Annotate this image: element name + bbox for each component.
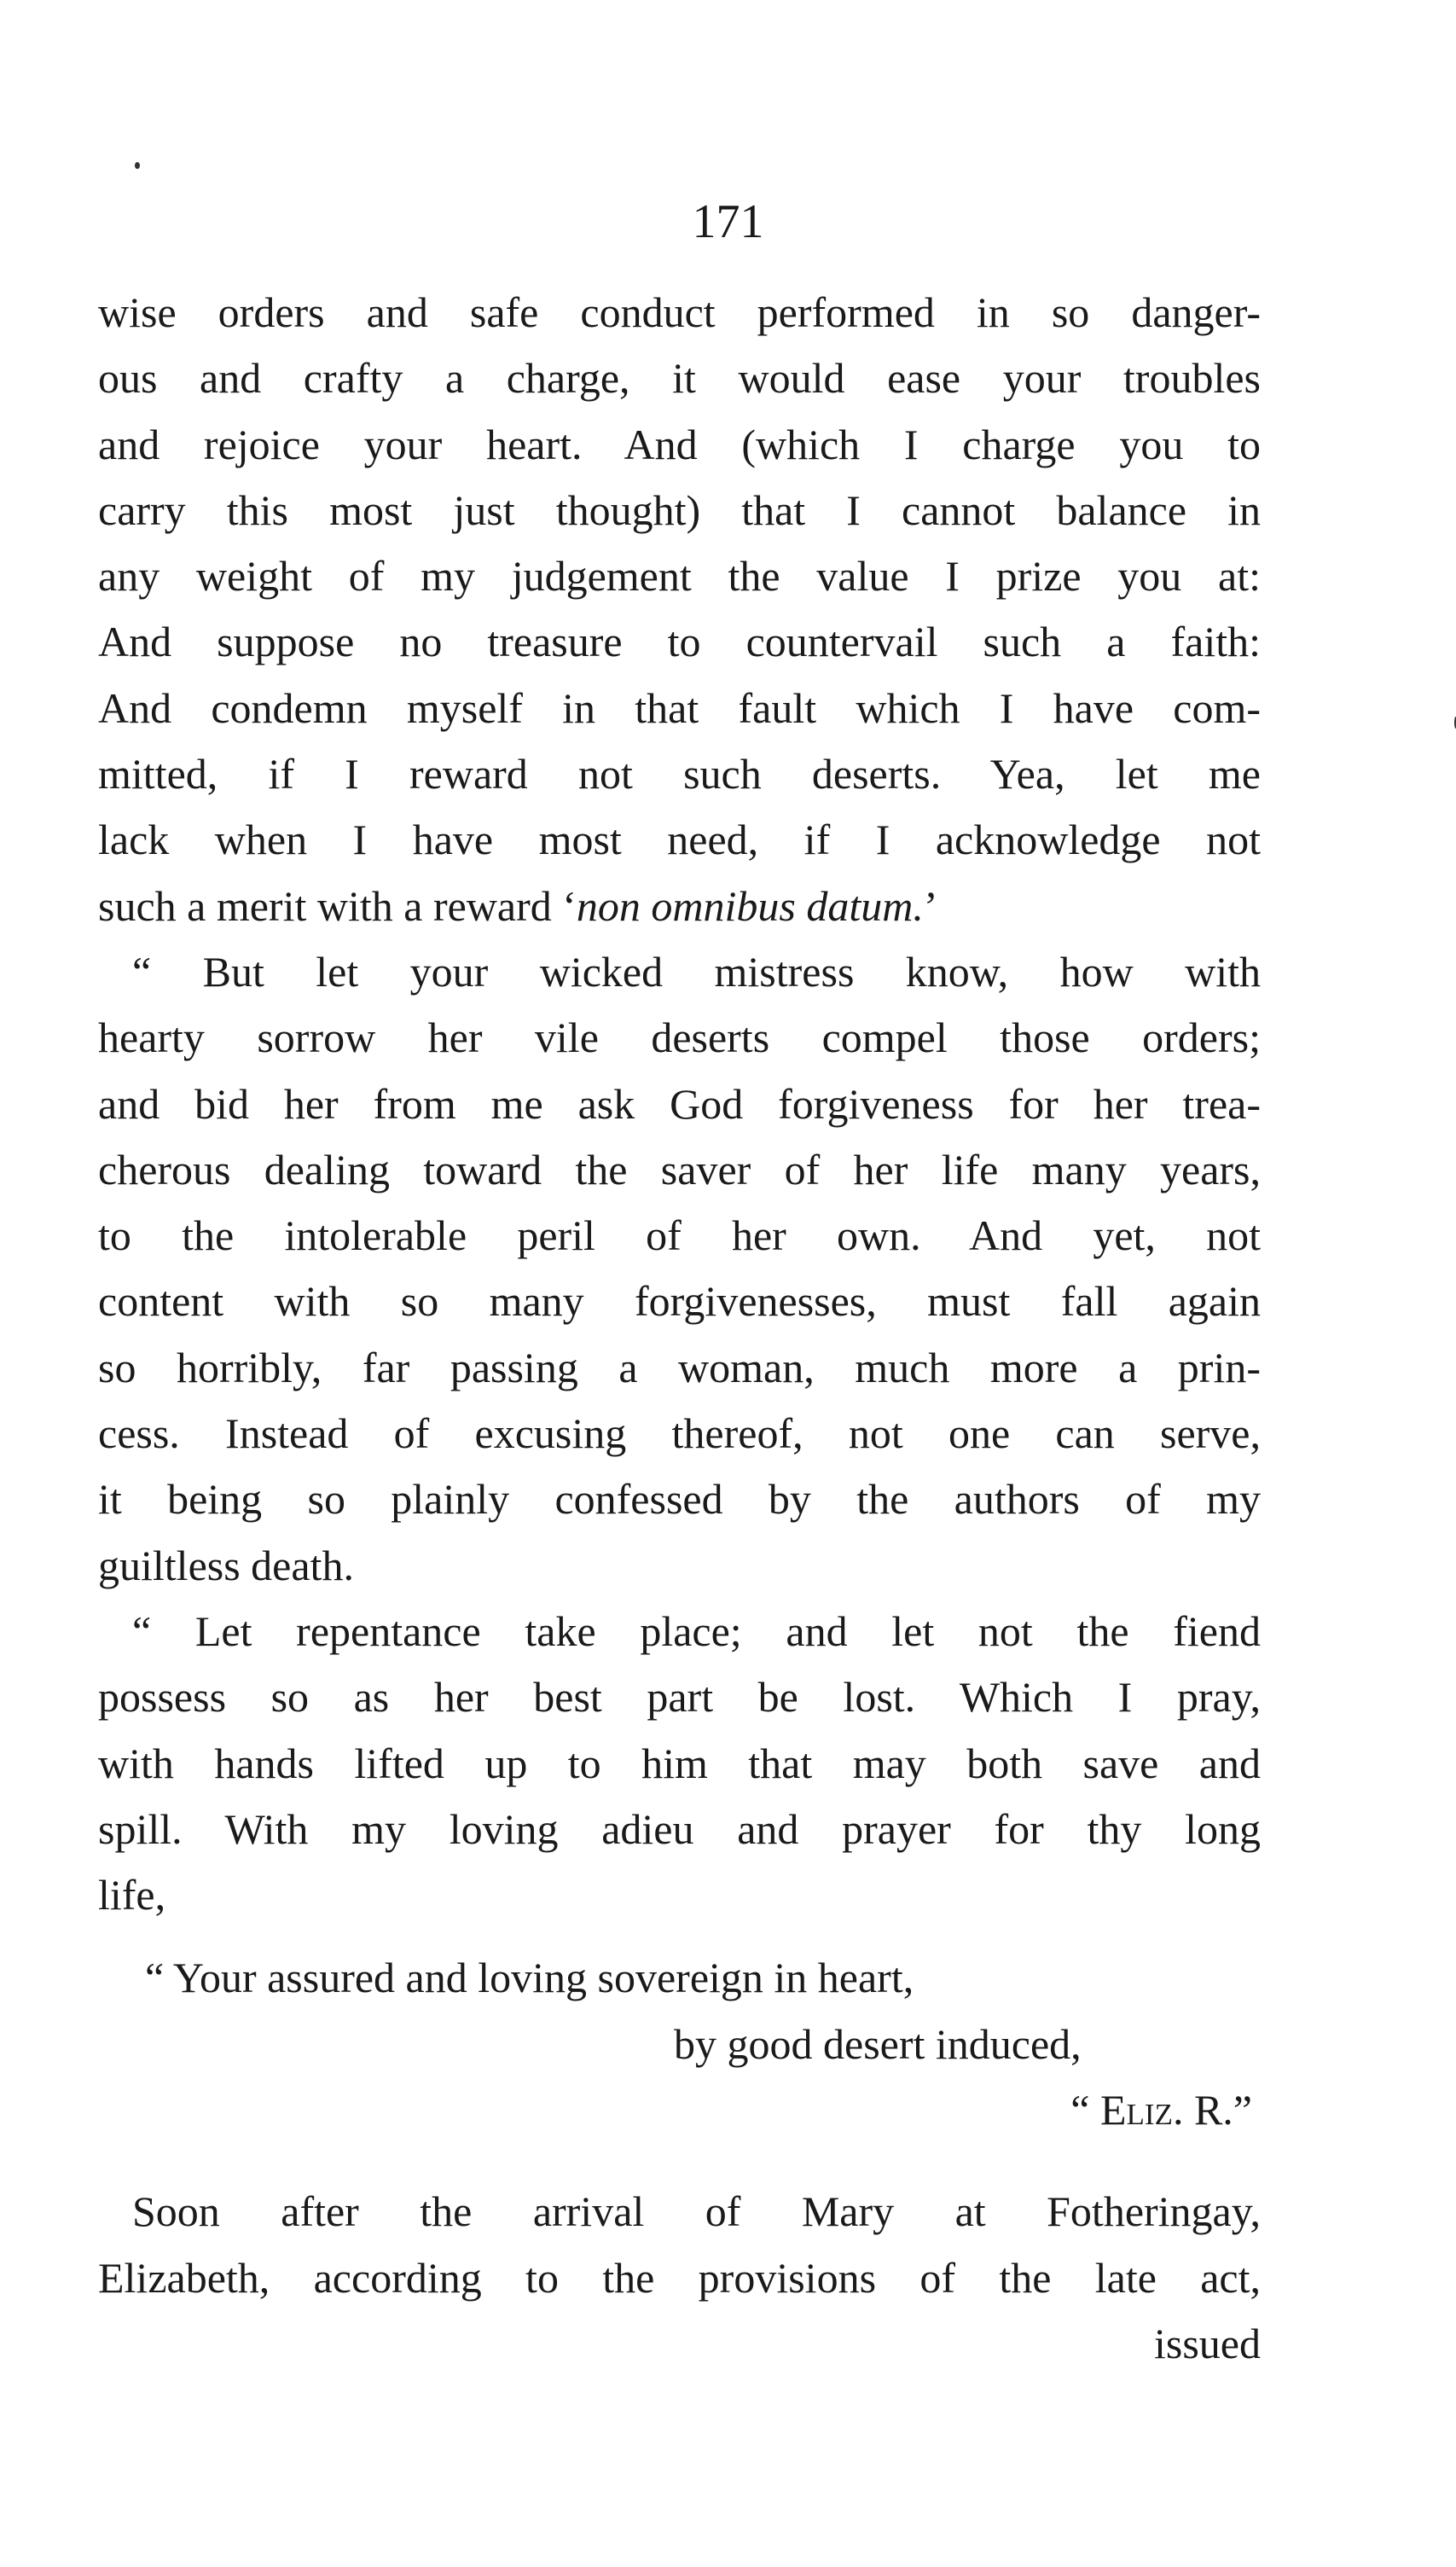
text-line: mitted, if I reward not such deserts. Yea, let me (98, 750, 1261, 799)
text-line: content with so many forgivenesses, must fall again (98, 1277, 1261, 1326)
text-line: carry this most just thought) that I cannot balance in (98, 485, 1261, 534)
page-number: 171 (692, 195, 764, 248)
text-line: spill. With my loving adieu and prayer for thy long (98, 1804, 1261, 1853)
text-line: any weight of my judgement the value I prize you at: (98, 552, 1261, 601)
text-line: cess. Instead of excusing thereof, not one can serve, (98, 1409, 1261, 1458)
text-line: possess so as her best part be lost. Which I pray, (98, 1673, 1261, 1722)
text-line: life, (98, 1871, 166, 1919)
paragraph-start-line: Soon after the arrival of Mary at Fotheringay, (132, 2187, 1261, 2236)
paragraph-start-line: “ Let repentance take place; and let not the fiend (132, 1606, 1261, 1655)
text-line: lack when I have most need, if I acknowledge not (98, 816, 1261, 864)
latin-phrase: non omnibus datum. (576, 881, 924, 930)
catchword: issued (1154, 2319, 1261, 2367)
text-line: so horribly, far passing a woman, much more a prin- (98, 1343, 1261, 1391)
line-text: such a merit with a reward ‘ (98, 881, 577, 930)
text-line: and rejoice your heart. And (which I charge you to (98, 420, 1261, 468)
text-line: hearty sorrow her vile deserts compel those orders; (98, 1013, 1261, 1062)
signature-line: by good desert induced, (674, 2019, 1082, 2068)
text-line: ous and crafty a charge, it would ease your troubles (98, 354, 1261, 403)
text-line: And suppose no treasure to countervail such a faith: (98, 618, 1261, 666)
closing-quote: ’ (923, 881, 938, 930)
paragraph-start-line: “ But let your wicked mistress know, how with (132, 947, 1261, 996)
text-line: it being so plainly confessed by the authors of my (98, 1475, 1261, 1524)
page-body (98, 280, 1261, 2377)
text-line: cherous dealing toward the saver of her life many years, (98, 1145, 1261, 1193)
signature-name: “ Eliz. R.” (1070, 2086, 1252, 2134)
signature-closing: “ Your assured and loving sovereign in heart, (145, 1954, 914, 2002)
scan-speck (135, 162, 140, 169)
text-line: guiltless death. (98, 1541, 354, 1589)
text-line: with hands lifted up to him that may both save and (98, 1739, 1261, 1787)
text-line (98, 874, 1261, 939)
text-line: and bid her from me ask God forgiveness for her trea- (98, 1079, 1261, 1128)
text-line: wise orders and safe conduct performed in so danger- (98, 288, 1261, 336)
text-line: to the intolerable peril of her own. And yet, not (98, 1211, 1261, 1260)
text-line: Elizabeth, according to the provisions of the late act, (98, 2253, 1261, 2302)
text-line: And condemn myself in that fault which I have com- (98, 683, 1261, 732)
